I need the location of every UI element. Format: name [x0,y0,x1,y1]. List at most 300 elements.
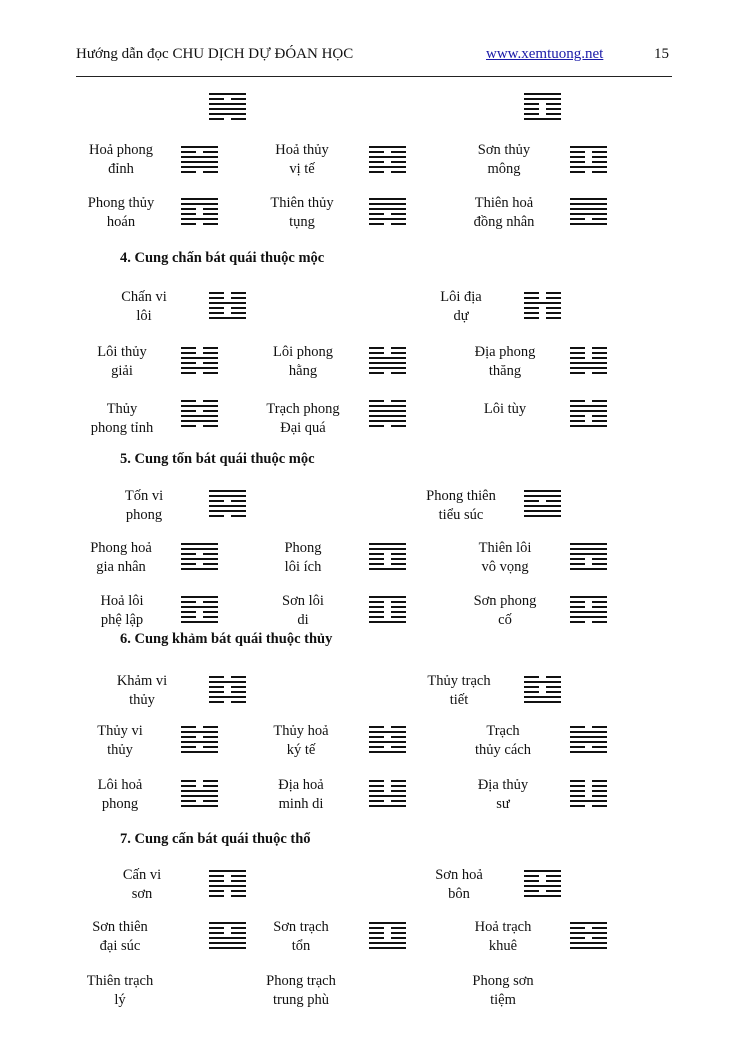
yang-line [209,510,246,512]
hexagram-symbol-dia-phong-thang [570,347,607,377]
yin-line [209,691,246,693]
yin-line [369,726,406,728]
yin-line [209,895,246,897]
yang-line [524,701,561,703]
yin-line [369,785,406,787]
hexagram-label-line: Lôi địa [440,289,482,305]
yin-line [570,601,607,603]
yang-line [524,495,561,497]
yang-line [369,947,406,949]
hexagram-label-line: Hoả thủy [275,142,329,158]
hexagram-label-line: di [297,612,309,628]
hexagram-label-thuy-trach-tiet [404,672,514,710]
hexagram-label-line: hoán [106,214,136,230]
page-number: 15 [654,46,669,62]
section-heading-6: 6. Cung khảm bát quái thuộc thủy [120,631,333,647]
hexagram-label-trach-phong-dai-qua [248,400,358,438]
yang-line [369,166,406,168]
yin-line [570,927,607,929]
yin-line [181,400,218,402]
hexagram-symbol-can-vi-son [209,870,246,900]
yin-line [570,746,607,748]
hexagram-label-hoa-loi-phe-lap [67,592,177,630]
yang-line [570,367,607,369]
yang-line [369,568,406,570]
yin-line [524,297,561,299]
yin-line [570,372,607,374]
hexagram-label-dia-thuy-su [448,776,558,814]
hexagram-label-thuy-phong-tinh [67,400,177,438]
yin-line [209,312,246,314]
hexagram-label-line: cố [498,612,512,628]
yang-line [369,420,406,422]
yang-line [570,146,607,148]
hexagram-label-can-vi-son [87,866,197,904]
yin-line [369,790,406,792]
hexagram-symbol-phong-thuy-hoan [181,198,218,228]
hexagram-label-line: hằng [288,363,318,379]
hexagram-label-dia-phong-thang [450,343,560,381]
hexagram-label-line: thủy [129,692,155,708]
hexagram-label-line: vô vọng [481,559,529,575]
yang-line [209,937,246,939]
yin-line [524,292,561,294]
yang-line [209,103,246,105]
yin-line [524,686,561,688]
hexagram-label-line: Hoả trạch [474,919,532,935]
yin-line [369,213,406,215]
hexagram-label-line: Hoả phong [88,142,154,158]
yang-line [209,490,246,492]
yin-line [524,317,561,319]
hexagram-label-phong-loi-ich [248,539,358,577]
yin-line [524,875,561,877]
hexagram-label-line: Phong [284,540,322,556]
hexagram-label-line: Chấn vi [121,289,167,305]
hexagram-label-line: minh di [278,796,324,812]
yin-line [209,515,246,517]
yin-line [181,347,218,349]
yang-line [209,942,246,944]
yin-line [570,563,607,565]
hexagram-label-line: Sơn trạch [273,919,329,935]
hexagram-symbol-phong-thien-tieu-suc [524,490,561,520]
section-heading-5: 5. Cung tốn bát quái thuộc mộc [120,451,315,467]
hexagram-label-line: phong [101,796,139,812]
hexagram-symbol-loi-tuy [570,400,607,430]
hexagram-symbol-phong-hoa-gia-nhan [181,543,218,573]
yin-line [369,611,406,613]
hexagram-label-line: Sơn thủy [477,142,531,158]
yin-line [369,736,406,738]
hexagram-label-line: lôi [136,308,152,324]
yang-line [570,548,607,550]
hexagram-label-line: Địa phong [474,344,536,360]
hexagram-label-line: thủy [107,742,133,758]
yin-line [570,347,607,349]
yang-line [181,166,218,168]
yin-line [181,601,218,603]
yin-line [181,171,218,173]
hexagram-label-loi-phong-hang [248,343,358,381]
yin-line [209,676,246,678]
hexagram-label-line: Lôi tùy [483,401,527,417]
yang-line [570,213,607,215]
yin-line [570,161,607,163]
yang-line [181,790,218,792]
yin-line [369,800,406,802]
yin-line [209,927,246,929]
hexagram-label-line: Địa thủy [477,777,529,793]
yang-line [570,208,607,210]
yang-line [369,548,406,550]
hexagram-label-line: tiểu súc [438,507,484,523]
hexagram-label-line: Phong sơn [472,973,534,989]
hexagram-label-hoa-thuy-vi-te [247,141,357,179]
yin-line [209,880,246,882]
hexagram-label-line: Thủy hoả [273,723,329,739]
yang-line [570,947,607,949]
hexagram-label-line: lý [114,992,126,1008]
yin-line [570,606,607,608]
yin-line [181,410,218,412]
yang-line [181,568,218,570]
hexagram-symbol-thuy-vi-thuy [181,726,218,756]
hexagram-label-phong-trach-trung-phu [246,972,356,1010]
yang-line [181,751,218,753]
yang-line [369,410,406,412]
hexagram-symbol-phong-loi-ich [369,543,406,573]
yin-line [181,362,218,364]
yang-line [181,795,218,797]
hexagram-label-line: thủy cách [475,742,531,758]
yang-line [181,161,218,163]
hexagram-symbol-son-hoa-bon [524,870,561,900]
hexagram-label-line: Sơn phong [473,593,537,609]
yang-line [209,317,246,319]
hexagram-symbol-chan-vi-loi [209,292,246,322]
hexagram-label-line: Phong trạch [266,973,336,989]
hexagram-symbol-son-trach-ton [369,922,406,952]
hexagram-label-line: mông [487,161,521,177]
hexagram-label-line: phong [125,507,163,523]
yin-line [570,790,607,792]
hexagram-symbol-hoa-thuy-vi-te [369,146,406,176]
hexagram-label-line: dự [453,308,469,324]
yang-line [570,942,607,944]
yang-line [369,208,406,210]
hexagram-symbol-hoa-loi-phe-lap [181,596,218,626]
yin-line [369,937,406,939]
yang-line [570,751,607,753]
yang-line [570,203,607,205]
yang-line [209,93,246,95]
hexagram-label-line: Thiên hoả [474,195,534,211]
yin-line [570,621,607,623]
yang-line [369,203,406,205]
yang-line [570,405,607,407]
yin-line [570,420,607,422]
yang-line [209,302,246,304]
yin-line [209,98,246,100]
yin-line [181,726,218,728]
hexagram-label-line: Phong thủy [87,195,155,211]
yang-line [570,166,607,168]
yang-line [181,198,218,200]
yin-line [570,785,607,787]
yang-line [369,198,406,200]
yang-line [369,795,406,797]
yang-line [209,505,246,507]
hexagram-label-thien-thuy-tung [247,194,357,232]
hexagram-label-line: đỉnh [108,161,134,177]
yin-line [570,156,607,158]
yin-line [570,352,607,354]
yang-line [524,93,561,95]
yang-line [209,885,246,887]
hexagram-label-line: tụng [289,214,315,230]
hexagram-label-line: Tốn vi [124,488,164,504]
hexagram-symbol-kham-vi-thuy [209,676,246,706]
hexagram-label-thien-loi-vo-vong [450,539,560,577]
yang-line [570,568,607,570]
hexagram-label-line: trung phù [273,992,329,1008]
hexagram-label-line: khuê [488,938,518,954]
hexagram-symbol-ton-vi-phong [209,490,246,520]
yang-line [209,922,246,924]
yang-line [570,800,607,802]
yin-line [524,312,561,314]
hexagram-label-thien-trach-ly [65,972,175,1010]
hexagram-label-line: tiết [449,692,469,708]
yin-line [369,780,406,782]
yin-line [570,795,607,797]
hexagram-symbol-loi-dia-du [524,292,561,322]
hexagram-label-line: Khảm vi [116,673,168,689]
yin-line [369,161,406,163]
hexagram-label-line: Cấn vi [122,867,162,883]
hexagram-label-son-phong-co [450,592,560,630]
yin-line [570,151,607,153]
yang-line [209,113,246,115]
yang-line [570,362,607,364]
yang-line [181,367,218,369]
yin-line [570,805,607,807]
hexagram-label-hoa-phong-dinh [66,141,176,179]
yin-line [181,223,218,225]
hexagram-label-line: phệ lập [100,612,144,628]
hexagram-label-thuy-hoa-ky-te [246,722,356,760]
yin-line [369,932,406,934]
yin-line [524,880,561,882]
yin-line [181,746,218,748]
yang-line [524,505,561,507]
hexagram-label-line: đồng nhân [473,214,535,230]
section-heading-4: 4. Cung chấn bát quái thuộc mộc [120,250,325,266]
hexagram-label-kham-vi-thuy [87,672,197,710]
yang-line [524,490,561,492]
hexagram-label-son-thien-dai-suc [65,918,175,956]
yin-line [209,932,246,934]
hexagram-label-line: Thiên trạch [86,973,154,989]
yang-line [570,932,607,934]
yin-line [570,937,607,939]
hexagram-label-phong-son-tiem [448,972,558,1010]
hexagram-label-line: phong tỉnh [90,420,154,436]
yang-line [209,870,246,872]
yang-line [181,405,218,407]
yin-line [570,780,607,782]
yang-line [181,741,218,743]
hexagram-label-line: Thủy [106,401,138,417]
hexagram-label-line: Sơn lôi [282,593,324,609]
yang-line [524,885,561,887]
section-heading-7: 7. Cung cấn bát quái thuộc thổ [120,831,311,847]
hexagram-symbol-trach-phong-dai-qua [369,400,406,430]
hexagram-symbol-dia-thuy-su [570,780,607,810]
hexagram-symbol-loi-phong-hang [369,347,406,377]
hexagram-label-line: sư [496,796,510,812]
yin-line [369,558,406,560]
yang-line [181,596,218,598]
yin-line [570,415,607,417]
hexagram-label-phong-hoa-gia-nhan [66,539,176,577]
hexagram-label-line: Phong thiên [426,488,496,504]
yin-line [181,780,218,782]
yin-line [209,307,246,309]
yin-line [570,558,607,560]
yin-line [369,601,406,603]
hexagram-label-trach-thuy-cach [448,722,558,760]
yin-line [369,400,406,402]
hexagram-symbol-hoa-trach-khue [570,922,607,952]
yang-line [524,895,561,897]
yin-line [181,372,218,374]
website-link[interactable]: www.xemtuong.net [486,46,604,62]
hexagram-label-line: tổn [291,938,311,954]
hexagram-label-loi-thuy-giai [67,343,177,381]
yang-line [524,681,561,683]
yin-line [181,563,218,565]
yang-line [369,741,406,743]
yang-line [570,596,607,598]
yin-line [369,927,406,929]
yin-line [369,616,406,618]
yin-line [181,785,218,787]
yang-line [570,543,607,545]
yin-line [369,606,406,608]
yang-line [570,731,607,733]
yang-line [369,543,406,545]
yin-line [524,113,561,115]
yang-line [369,367,406,369]
yang-line [181,420,218,422]
hexagram-symbol-thien-loi-vo-vong [570,543,607,573]
hexagram-label-line: Hoả lôi [100,593,144,609]
yang-line [570,410,607,412]
yin-line [209,686,246,688]
yin-line [570,218,607,220]
yin-line [524,500,561,502]
hexagram-label-line: Sơn hoả [435,867,483,883]
yin-line [369,746,406,748]
yang-line [369,415,406,417]
hexagram-label-hoa-trach-khue [448,918,558,956]
hexagram-label-loi-hoa-phong [65,776,175,814]
yang-line [570,553,607,555]
hexagram-label-line: vị tế [289,161,315,177]
yang-line [181,218,218,220]
yin-line [209,297,246,299]
yin-line [369,151,406,153]
hexagram-label-thien-hoa-dong-nhan [449,194,559,232]
hexagram-symbol-son-thuy-mong [570,146,607,176]
yang-line [181,731,218,733]
yang-line [369,621,406,623]
yin-line [209,118,246,120]
yang-line [570,741,607,743]
hexagram-label-line: Thủy trạch [427,673,491,689]
yang-line [369,922,406,924]
yin-line [181,425,218,427]
hexagram-label-loi-tuy [450,400,560,419]
yang-line [369,146,406,148]
hexagram-symbol-top-2 [524,93,561,123]
hexagram-label-line: đại súc [99,938,141,954]
yang-line [524,302,561,304]
hexagram-symbol-thuy-phong-tinh [181,400,218,430]
yang-line [524,515,561,517]
hexagram-label-line: giải [111,363,133,379]
hexagram-label-line: Trạch phong [266,401,340,417]
hexagram-label-line: sơn [131,886,153,902]
yang-line [524,118,561,120]
yang-line [209,108,246,110]
yang-line [524,870,561,872]
hexagram-label-line: Trạch [486,723,520,739]
yang-line [209,696,246,698]
yang-line [209,495,246,497]
hexagram-symbol-son-loi-di [369,596,406,626]
yang-line [181,805,218,807]
yang-line [369,156,406,158]
hexagram-symbol-thien-hoa-dong-nhan [570,198,607,228]
yin-line [181,208,218,210]
yang-line [181,548,218,550]
hexagram-label-line: tiệm [490,992,516,1008]
yin-line [181,553,218,555]
hexagram-symbol-thien-thuy-tung [369,198,406,228]
yin-line [369,347,406,349]
yin-line [369,425,406,427]
hexagram-symbol-loi-thuy-giai [181,347,218,377]
yin-line [181,800,218,802]
yin-line [369,223,406,225]
yang-line [181,621,218,623]
hexagram-label-line: Thiên thủy [270,195,334,211]
yin-line [524,103,561,105]
yin-line [181,611,218,613]
hexagram-label-line: Địa hoả [278,777,324,793]
hexagram-symbol-thuy-hoa-ky-te [369,726,406,756]
hexagram-symbol-loi-hoa-phong [181,780,218,810]
yang-line [181,558,218,560]
yin-line [209,292,246,294]
yin-line [369,171,406,173]
hexagram-label-line: bôn [448,886,470,902]
yin-line [369,372,406,374]
hexagram-label-thuy-vi-thuy [65,722,175,760]
